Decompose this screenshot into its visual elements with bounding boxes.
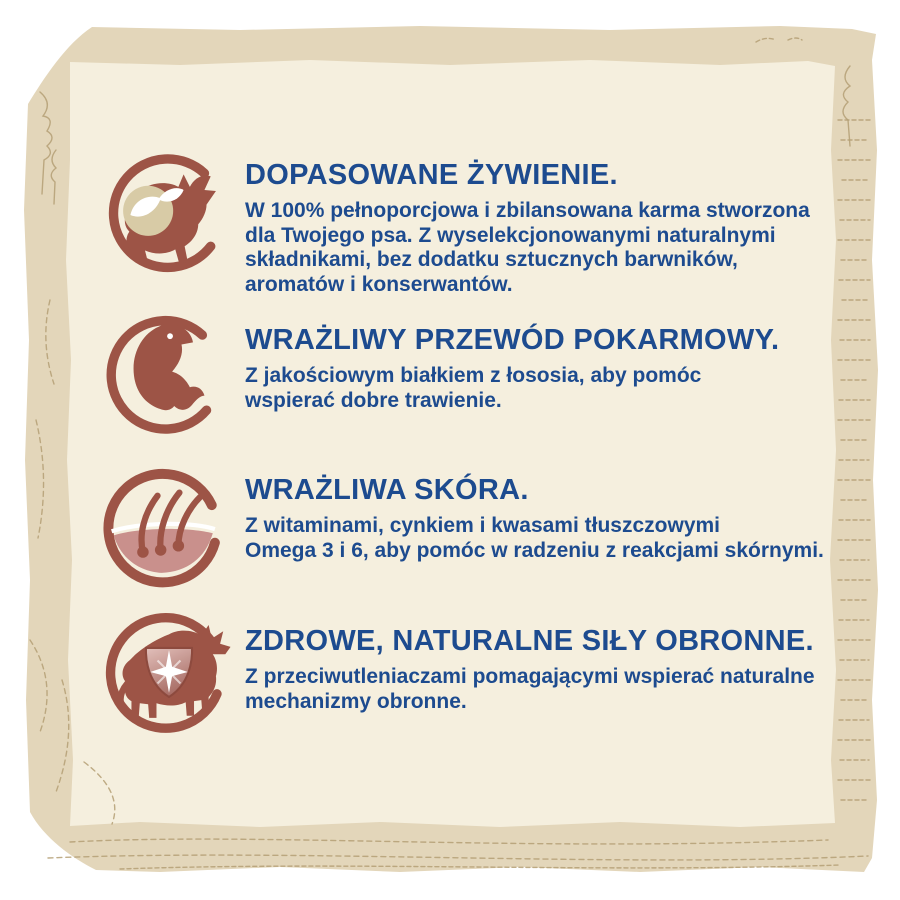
feature-title: DOPASOWANE ŻYWIENIE. (245, 159, 618, 191)
feature-title: WRAŻLIWA SKÓRA. (245, 474, 529, 506)
feature-line: Z przeciwutleniaczami pomagającymi wspierać naturalne (245, 665, 815, 688)
dog-with-leaf-icon (96, 142, 242, 288)
feature-line: aromatów i konserwantów. (245, 272, 513, 296)
feature-title: WRAŻLIWY PRZEWÓD POKARMOWY. (245, 324, 780, 356)
salmon-fish-icon (96, 308, 242, 454)
feature-line: Z witaminami, cynkiem i kwasami tłuszczowymi (245, 514, 721, 537)
feature-line: dla Twojego psa. Z wyselekcjonowanymi naturalnymi (245, 223, 776, 247)
feature-title: ZDROWE, NATURALNE SIŁY OBRONNE. (245, 625, 814, 657)
feature-line: mechanizmy obronne. (245, 689, 467, 713)
skin-hair-follicle-icon (96, 453, 242, 599)
feature-line: W 100% pełnoporcjowa i zbilansowana karma stworzona (245, 199, 810, 222)
feature-line: wspierać dobre trawienie. (245, 388, 502, 412)
feature-line: Z jakościowym białkiem z łososia, aby pomóc (245, 364, 702, 387)
feature-line: składnikami, bez dodatku sztucznych barwników, (245, 248, 738, 271)
dog-with-shield-icon (96, 600, 242, 746)
feature-line: Omega 3 i 6, aby pomóc w radzeniu z reakcjami skórnymi. (245, 538, 824, 562)
